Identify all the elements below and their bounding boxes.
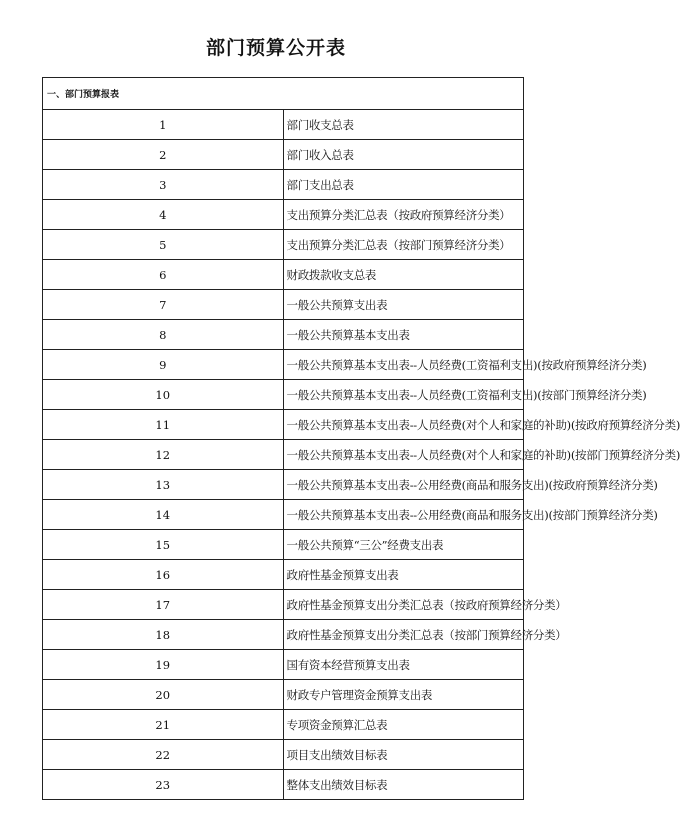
report-name: 一般公共预算“三公”经费支出表 <box>283 530 524 560</box>
row-number: 23 <box>43 770 284 800</box>
row-number: 1 <box>43 110 284 140</box>
report-name: 支出预算分类汇总表（按部门预算经济分类） <box>283 230 524 260</box>
row-number: 13 <box>43 470 284 500</box>
table-row <box>43 230 524 260</box>
row-number: 15 <box>43 530 284 560</box>
report-name: 一般公共预算支出表 <box>283 290 524 320</box>
table-row <box>43 530 524 560</box>
row-number: 4 <box>43 200 284 230</box>
row-number: 19 <box>43 650 284 680</box>
section-header-row <box>43 78 524 110</box>
row-number: 11 <box>43 410 284 440</box>
report-name: 一般公共预算基本支出表--公用经费(商品和服务支出)(按政府预算经济分类) <box>283 470 524 500</box>
table-row <box>43 260 524 290</box>
report-name: 一般公共预算基本支出表--公用经费(商品和服务支出)(按部门预算经济分类) <box>283 500 524 530</box>
table-row <box>43 440 524 470</box>
table-row <box>43 410 524 440</box>
table-body <box>43 78 680 800</box>
row-number: 17 <box>43 590 284 620</box>
report-index-table <box>42 77 680 800</box>
report-name: 一般公共预算基本支出表 <box>283 320 524 350</box>
row-number: 3 <box>43 170 284 200</box>
table-row <box>43 350 524 380</box>
row-number: 22 <box>43 740 284 770</box>
table-row <box>43 110 524 140</box>
row-number: 12 <box>43 440 284 470</box>
row-number: 5 <box>43 230 284 260</box>
row-number: 6 <box>43 260 284 290</box>
report-name: 部门收入总表 <box>283 140 524 170</box>
row-number: 2 <box>43 140 284 170</box>
table-row <box>43 680 524 710</box>
report-name: 支出预算分类汇总表（按政府预算经济分类） <box>283 200 524 230</box>
report-name: 专项资金预算汇总表 <box>283 710 524 740</box>
table-row <box>43 740 524 770</box>
report-name: 部门支出总表 <box>283 170 524 200</box>
row-number: 20 <box>43 680 284 710</box>
table-row <box>43 560 524 590</box>
row-number: 7 <box>43 290 284 320</box>
table-row <box>43 320 524 350</box>
table-row <box>43 290 524 320</box>
report-name: 财政拨款收支总表 <box>283 260 524 290</box>
row-number: 16 <box>43 560 284 590</box>
table-row <box>43 380 524 410</box>
section-label: 一、部门预算报表 <box>43 78 524 110</box>
report-name: 一般公共预算基本支出表--人员经费(工资福利支出)(按部门预算经济分类) <box>283 380 524 410</box>
table-row <box>43 710 524 740</box>
report-name: 财政专户管理资金预算支出表 <box>283 680 524 710</box>
row-number: 18 <box>43 620 284 650</box>
row-number: 21 <box>43 710 284 740</box>
table-row <box>43 500 524 530</box>
report-name: 一般公共预算基本支出表--人员经费(工资福利支出)(按政府预算经济分类) <box>283 350 524 380</box>
row-number: 8 <box>43 320 284 350</box>
table-row <box>43 650 524 680</box>
table-row <box>43 200 524 230</box>
report-name: 政府性基金预算支出分类汇总表（按部门预算经济分类） <box>283 620 524 650</box>
report-name: 政府性基金预算支出表 <box>283 560 524 590</box>
report-name: 国有资本经营预算支出表 <box>283 650 524 680</box>
report-name: 整体支出绩效目标表 <box>283 770 524 800</box>
page-title: 部门预算公开表 <box>205 37 346 59</box>
report-name: 项目支出绩效目标表 <box>283 740 524 770</box>
report-name: 一般公共预算基本支出表--人员经费(对个人和家庭的补助)(按政府预算经济分类) <box>283 410 524 440</box>
report-name: 政府性基金预算支出分类汇总表（按政府预算经济分类） <box>283 590 524 620</box>
table-row <box>43 770 524 800</box>
table-row <box>43 590 524 620</box>
table-row <box>43 470 524 500</box>
row-number: 14 <box>43 500 284 530</box>
table-row <box>43 140 524 170</box>
table-row <box>43 170 524 200</box>
table-row <box>43 620 524 650</box>
row-number: 10 <box>43 380 284 410</box>
report-name: 部门收支总表 <box>283 110 524 140</box>
report-name: 一般公共预算基本支出表--人员经费(对个人和家庭的补助)(按部门预算经济分类) <box>283 440 524 470</box>
row-number: 9 <box>43 350 284 380</box>
